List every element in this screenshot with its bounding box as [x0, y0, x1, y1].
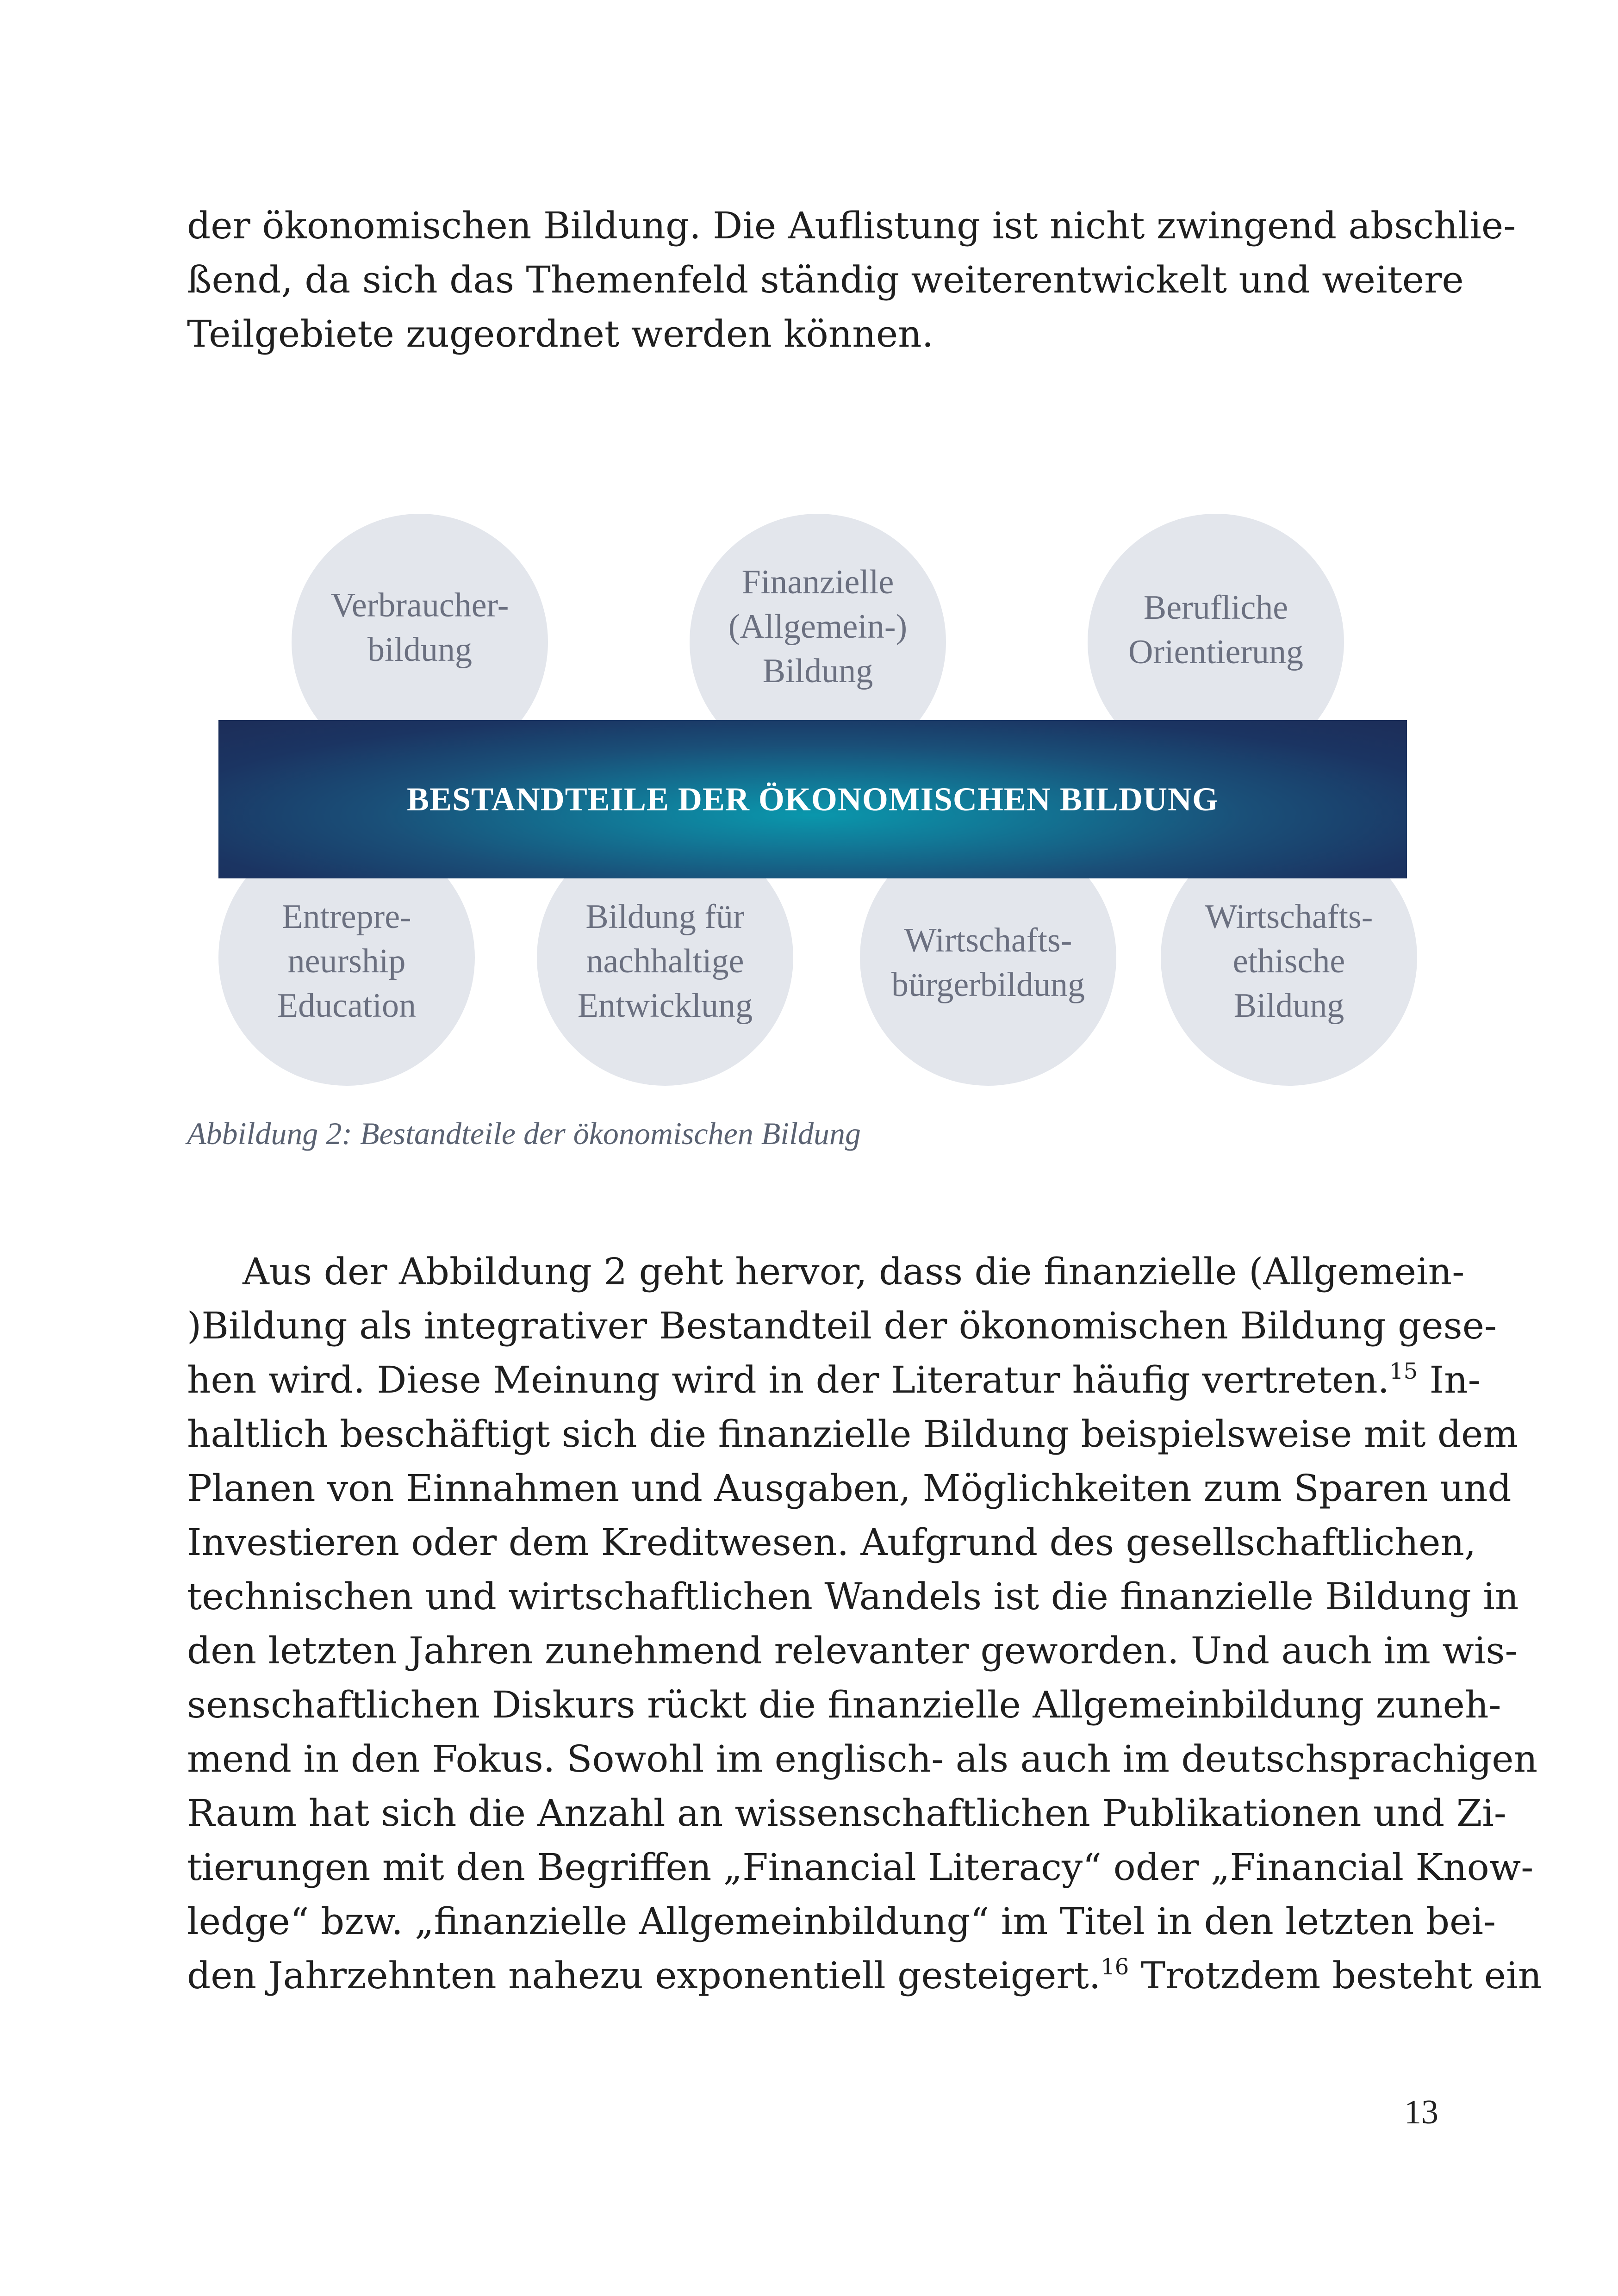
footnote-marker: 15 [1389, 1358, 1418, 1384]
text-line: Aus der Abbildung 2 geht hervor, dass die finanzielle (Allgemein- [243, 1250, 1465, 1293]
diagram-center-band [218, 720, 1407, 878]
circle-label: Wirtschafts- bürgerbildung [891, 921, 1085, 1004]
text-line: ledge“ bzw. „finanzielle Allgemeinbildung“ im Titel in den letzten bei- [187, 1900, 1496, 1943]
text-line: )Bildung als integrativer Bestandteil der ökonomischen Bildung gese- [187, 1304, 1497, 1347]
figure-caption: Abbildung 2: Bestandteile der ökonomischen Bildung [187, 1116, 861, 1151]
text-line: der ökonomischen Bildung. Die Auflistung ist nicht zwingend abschlie- [187, 204, 1516, 247]
text-line: Teilgebiete zugeordnet werden können. [187, 312, 934, 355]
text-line: mend in den Fokus. Sowohl im englisch- als auch im deutschsprachigen [187, 1737, 1538, 1780]
text-line: Raum hat sich die Anzahl an wissenschaftlichen Publikationen und Zi- [187, 1792, 1506, 1835]
footnote-marker: 16 [1101, 1954, 1129, 1980]
text-line: technischen und wirtschaftlichen Wandels ist die finanzielle Bildung in [187, 1575, 1519, 1618]
circle-label: Bildung für nachhaltige Entwicklung [577, 898, 753, 1025]
text-line: Investieren oder dem Kreditwesen. Aufgrund des gesellschaftlichen, [187, 1521, 1476, 1564]
text-line: Planen von Einnahmen und Ausgaben, Möglichkeiten zum Sparen und [187, 1467, 1512, 1510]
circle-label: Wirtschafts- ethische Bildung [1205, 898, 1373, 1025]
text-segment: Trotzdem besteht ein [1129, 1954, 1542, 1997]
circle-label: Finanzielle (Allgemein-) Bildung [728, 563, 908, 690]
text-line [187, 1949, 1542, 2003]
text-line: ßend, da sich das Themenfeld ständig weiterentwickelt und weitere [187, 258, 1464, 301]
text-line: senschaftlichen Diskurs rückt die finanzielle Allgemeinbildung zuneh- [187, 1683, 1501, 1726]
text-line: haltlich beschäftigt sich die finanzielle Bildung beispielsweise mit dem [187, 1412, 1518, 1456]
diagram-center-label: BESTANDTEILE DER ÖKONOMISCHEN BILDUNG [407, 780, 1219, 818]
circle-label: Verbraucher- bildung [330, 586, 509, 669]
page-number: 13 [1404, 2093, 1438, 2131]
circle-label: Berufliche Orientierung [1128, 589, 1304, 671]
text-segment: In- [1418, 1358, 1481, 1401]
text-segment: den Jahrzehnten nahezu exponentiell gesteigert. [187, 1954, 1101, 1997]
text-segment: hen wird. Diese Meinung wird in der Literatur häufig vertreten. [187, 1358, 1390, 1401]
text-line: den letzten Jahren zunehmend relevanter geworden. Und auch im wis- [187, 1629, 1518, 1672]
text-line: tierungen mit den Begriffen „Financial Literacy“ oder „Financial Know- [187, 1846, 1534, 1889]
text-line [187, 1353, 1481, 1407]
circle-label: Entrepre- neurship Education [277, 898, 416, 1025]
